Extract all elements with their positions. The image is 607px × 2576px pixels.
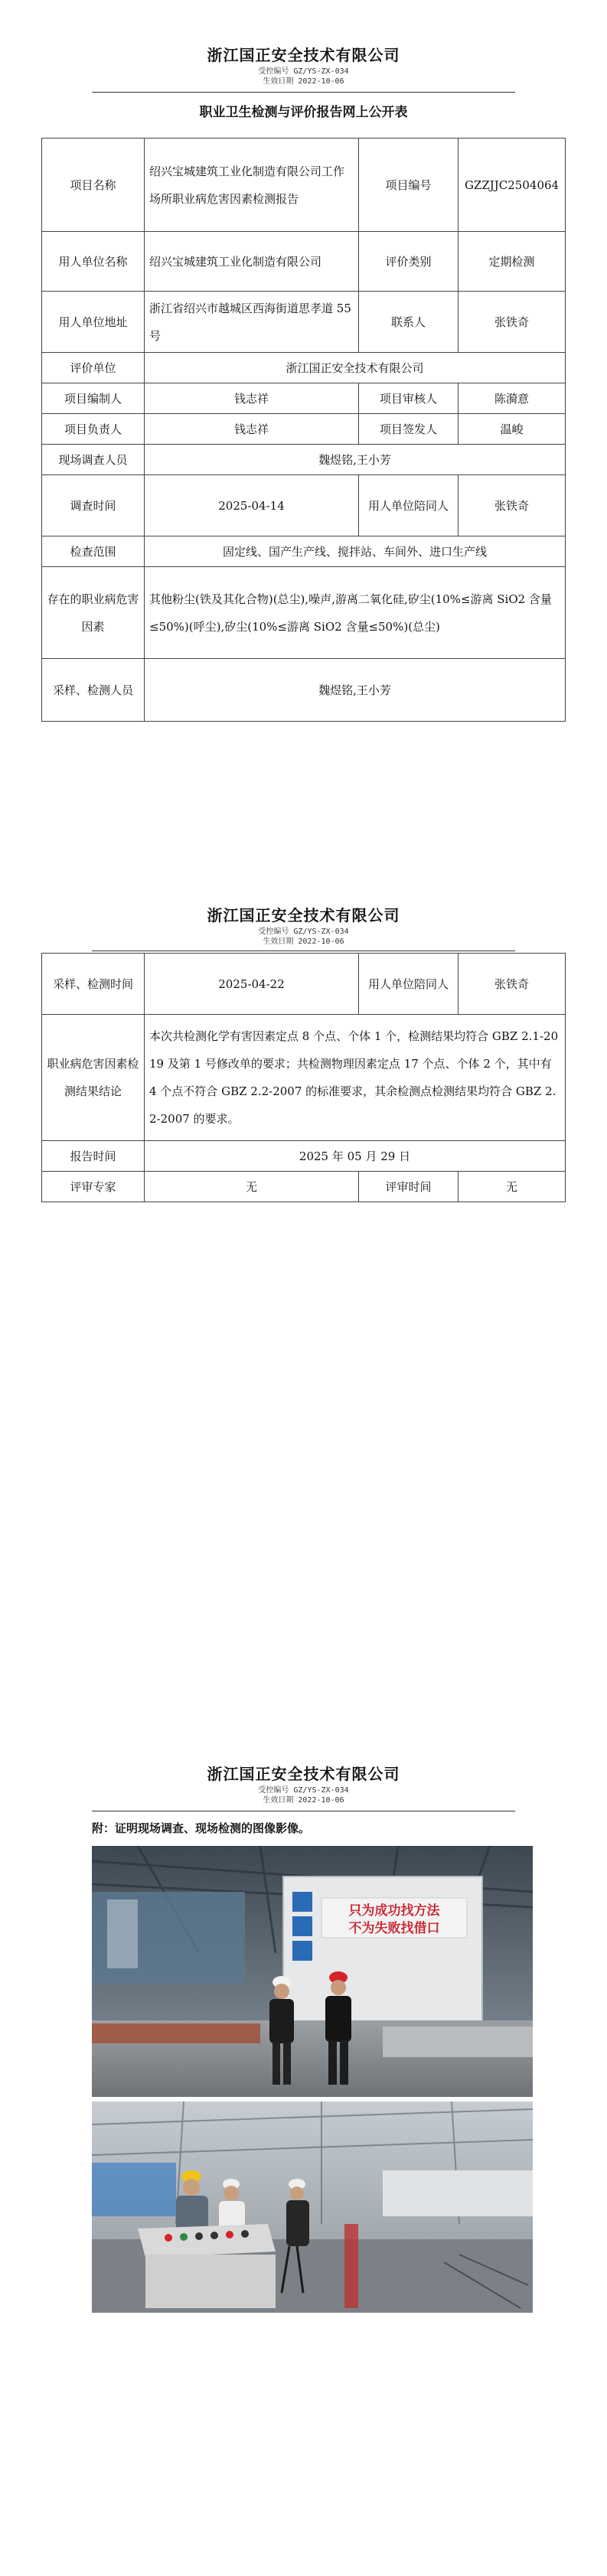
samplers-value: 魏煜铭,王小芳: [145, 659, 566, 722]
address-label: 用人单位地址: [42, 292, 145, 353]
site-survey-photo-drawing: [92, 1846, 533, 2097]
review-time-value: 无: [459, 1172, 566, 1202]
employer-value: 绍兴宝城建筑工业化制造有限公司: [145, 232, 359, 292]
conclusion-label: 职业病危害因素检测结果结论: [42, 1015, 145, 1141]
project-no-value: GZZJJC2504064: [459, 139, 566, 232]
report-info-table: [41, 138, 566, 722]
escort-label: 用人单位陪同人: [359, 475, 459, 536]
page1-header: [0, 43, 607, 86]
hazards-label: 存在的职业病危害因素: [42, 567, 145, 659]
report-time-label: 报告时间: [42, 1141, 145, 1172]
survey-time-label: 调查时间: [42, 475, 145, 536]
issuer-value: 温峻: [459, 414, 566, 445]
report-time-value: 2025 年 05 月 29 日: [145, 1141, 566, 1172]
site-detection-photo: [92, 2102, 533, 2313]
control-number: 受控编号 GZ/YS-ZX-034: [258, 1786, 349, 1795]
escort-value: 张铁奇: [459, 475, 566, 536]
employer-label: 用人单位名称: [42, 232, 145, 292]
control-number: 受控编号 GZ/YS-ZX-034: [258, 67, 349, 76]
banner-bottom-text: 不为失败找借口: [348, 1921, 440, 1936]
experts-value: 无: [145, 1172, 359, 1202]
project-name-label: 项目名称: [42, 139, 145, 232]
reviewer-label: 项目审核人: [359, 383, 459, 414]
samplers-label: 采样、检测人员: [42, 659, 145, 722]
scope-value: 固定线、国产生产线、搅拌站、车间外、进口生产线: [145, 536, 566, 567]
hazards-value: 其他粉尘(铁及其化合物)(总尘),噪声,游离二氧化硅,矽尘(10%≤游离 SiO2 含量≤50%)(呼尘),矽尘(10%≤游离 SiO2 含量≤50%)(总尘): [145, 567, 566, 659]
leader-label: 项目负责人: [42, 414, 145, 445]
effective-date: 生效日期 2022-10-06: [263, 1796, 344, 1805]
surveyors-label: 现场调查人员: [42, 445, 145, 475]
site-survey-photo: [92, 1846, 533, 2097]
escort-value: 张铁奇: [459, 954, 566, 1015]
control-panel: [138, 2224, 276, 2308]
scope-label: 检查范围: [42, 536, 145, 567]
address-value: 浙江省绍兴市越城区西海街道思孝道 55 号: [145, 292, 359, 353]
project-no-label: 项目编号: [359, 139, 459, 232]
project-name-value: 绍兴宝城建筑工业化制造有限公司工作场所职业病危害因素检测报告: [145, 139, 359, 232]
eval-type-value: 定期检测: [459, 232, 566, 292]
banner-top-text: 只为成功找方法: [348, 1903, 440, 1919]
compiler-value: 钱志祥: [145, 383, 359, 414]
conclusion-value: 本次共检测化学有害因素定点 8 个点、个体 1 个，检测结果均符合 GBZ 2.1-2019 及第 1 号修改单的要求；共检测物理因素定点 17 个点、个体 2 个，其中有 4 个点不符合 GBZ 2.2-2007 的标准要求，其余检测点检测结果均符合 GBZ 2.2-2007 的要求。: [145, 1015, 566, 1141]
company-name: 浙江国正安全技术有限公司: [207, 1765, 400, 1783]
experts-label: 评审专家: [42, 1172, 145, 1202]
effective-date: 生效日期 2022-10-06: [263, 77, 344, 86]
eval-type-label: 评价类别: [359, 232, 459, 292]
company-name: 浙江国正安全技术有限公司: [207, 46, 400, 64]
issuer-label: 项目签发人: [359, 414, 459, 445]
sample-time-value: 2025-04-22: [145, 954, 359, 1015]
surveyors-value: 魏煜铭,王小芳: [145, 445, 566, 475]
detection-result-table: [41, 953, 566, 1202]
effective-date: 生效日期 2022-10-06: [263, 937, 344, 946]
sample-time-label: 采样、检测时间: [42, 954, 145, 1015]
document-title: 职业卫生检测与评价报告网上公开表: [199, 105, 408, 120]
escort-label: 用人单位陪同人: [359, 954, 459, 1015]
review-time-label: 评审时间: [359, 1172, 459, 1202]
company-name: 浙江国正安全技术有限公司: [207, 906, 400, 924]
survey-time-value: 2025-04-14: [145, 475, 359, 536]
contact-label: 联系人: [359, 292, 459, 353]
leader-value: 钱志祥: [145, 414, 359, 445]
header-rule: [92, 92, 515, 93]
page2-header: [0, 903, 607, 947]
attachment-caption: 附：证明现场调查、现场检测的图像影像。: [92, 1821, 311, 1835]
eval-org-label: 评价单位: [42, 353, 145, 383]
compiler-label: 项目编制人: [42, 383, 145, 414]
page3-header: [0, 1762, 607, 1805]
contact-value: 张铁奇: [459, 292, 566, 353]
reviewer-value: 陈漪意: [459, 383, 566, 414]
control-number: 受控编号 GZ/YS-ZX-034: [258, 928, 349, 936]
site-detection-photo-drawing: [92, 2102, 533, 2313]
eval-org-value: 浙江国正安全技术有限公司: [145, 353, 566, 383]
